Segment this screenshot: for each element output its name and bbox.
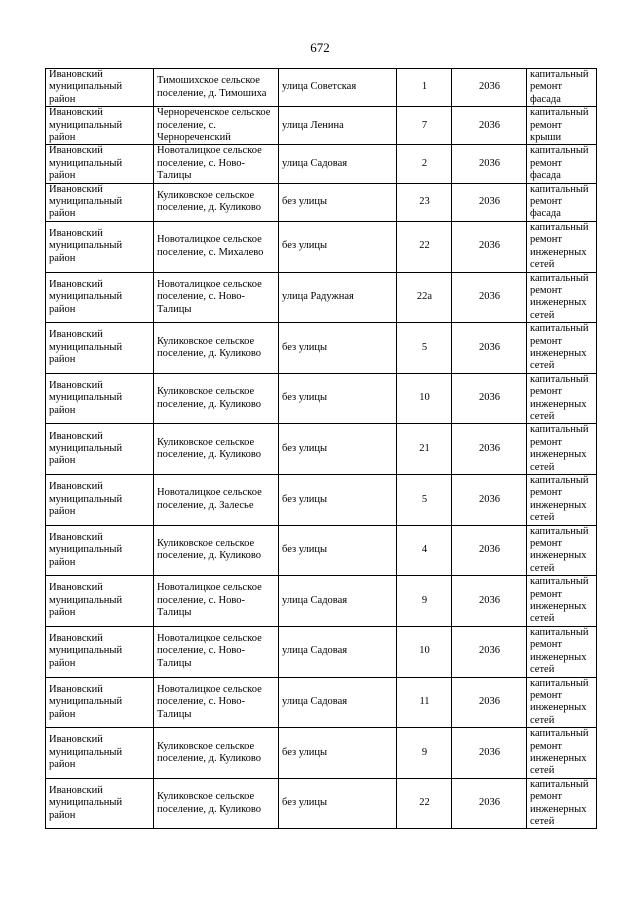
work-type-cell: капитальный ремонт инженерных сетей bbox=[527, 626, 597, 677]
year-cell: 2036 bbox=[452, 145, 527, 183]
table-row bbox=[46, 525, 597, 576]
district-cell: Ивановский муниципальный район bbox=[46, 145, 154, 183]
work-type-cell: капитальный ремонт инженерных сетей bbox=[527, 576, 597, 627]
work-type-cell: капитальный ремонт инженерных сетей bbox=[527, 272, 597, 323]
table-row bbox=[46, 728, 597, 779]
district-cell: Ивановский муниципальный район bbox=[46, 778, 154, 829]
year-cell: 2036 bbox=[452, 677, 527, 728]
settlement-cell: Куликовское сельское поселение, д. Куликово bbox=[154, 323, 279, 374]
settlement-cell: Куликовское сельское поселение, д. Куликово bbox=[154, 525, 279, 576]
work-type-cell: капитальный ремонт инженерных сетей bbox=[527, 323, 597, 374]
district-cell: Ивановский муниципальный район bbox=[46, 525, 154, 576]
district-cell: Ивановский муниципальный район bbox=[46, 626, 154, 677]
year-cell: 2036 bbox=[452, 69, 527, 107]
year-cell: 2036 bbox=[452, 272, 527, 323]
settlement-cell: Новоталицкое сельское поселение, с. Ново-Талицы bbox=[154, 576, 279, 627]
settlement-cell: Чернореченское сельское поселение, с. Чернореченский bbox=[154, 107, 279, 145]
table-row bbox=[46, 183, 597, 221]
settlement-cell: Куликовское сельское поселение, д. Куликово bbox=[154, 778, 279, 829]
street-cell: улица Радужная bbox=[279, 272, 397, 323]
street-cell: без улицы bbox=[279, 778, 397, 829]
year-cell: 2036 bbox=[452, 107, 527, 145]
table-row bbox=[46, 145, 597, 183]
housing-repair-table bbox=[45, 68, 597, 829]
district-cell: Ивановский муниципальный район bbox=[46, 323, 154, 374]
settlement-cell: Куликовское сельское поселение, д. Куликово bbox=[154, 373, 279, 424]
settlement-cell: Новоталицкое сельское поселение, с. Ново-Талицы bbox=[154, 272, 279, 323]
work-type-cell: капитальный ремонт фасада bbox=[527, 69, 597, 107]
street-cell: без улицы bbox=[279, 183, 397, 221]
house-number-cell: 7 bbox=[397, 107, 452, 145]
street-cell: улица Садовая bbox=[279, 677, 397, 728]
work-type-cell: капитальный ремонт инженерных сетей bbox=[527, 525, 597, 576]
district-cell: Ивановский муниципальный район bbox=[46, 475, 154, 526]
settlement-cell: Новоталицкое сельское поселение, с. Ново-Талицы bbox=[154, 145, 279, 183]
settlement-cell: Новоталицкое сельское поселение, д. Залесье bbox=[154, 475, 279, 526]
street-cell: без улицы bbox=[279, 424, 397, 475]
house-number-cell: 10 bbox=[397, 373, 452, 424]
table-row bbox=[46, 373, 597, 424]
table-row bbox=[46, 677, 597, 728]
house-number-cell: 23 bbox=[397, 183, 452, 221]
table-row bbox=[46, 221, 597, 272]
street-cell: улица Ленина bbox=[279, 107, 397, 145]
district-cell: Ивановский муниципальный район bbox=[46, 183, 154, 221]
settlement-cell: Куликовское сельское поселение, д. Куликово bbox=[154, 424, 279, 475]
table-row bbox=[46, 576, 597, 627]
house-number-cell: 22а bbox=[397, 272, 452, 323]
street-cell: без улицы bbox=[279, 475, 397, 526]
house-number-cell: 1 bbox=[397, 69, 452, 107]
street-cell: улица Садовая bbox=[279, 576, 397, 627]
district-cell: Ивановский муниципальный район bbox=[46, 677, 154, 728]
work-type-cell: капитальный ремонт фасада bbox=[527, 145, 597, 183]
street-cell: улица Садовая bbox=[279, 626, 397, 677]
work-type-cell: капитальный ремонт фасада bbox=[527, 183, 597, 221]
work-type-cell: капитальный ремонт инженерных сетей bbox=[527, 778, 597, 829]
work-type-cell: капитальный ремонт крыши bbox=[527, 107, 597, 145]
district-cell: Ивановский муниципальный район bbox=[46, 728, 154, 779]
street-cell: улица Советская bbox=[279, 69, 397, 107]
table-row bbox=[46, 424, 597, 475]
year-cell: 2036 bbox=[452, 221, 527, 272]
street-cell: без улицы bbox=[279, 525, 397, 576]
district-cell: Ивановский муниципальный район bbox=[46, 272, 154, 323]
year-cell: 2036 bbox=[452, 373, 527, 424]
street-cell: без улицы bbox=[279, 728, 397, 779]
street-cell: без улицы bbox=[279, 221, 397, 272]
settlement-cell: Новоталицкое сельское поселение, с. Михалево bbox=[154, 221, 279, 272]
house-number-cell: 2 bbox=[397, 145, 452, 183]
table-row bbox=[46, 626, 597, 677]
year-cell: 2036 bbox=[452, 626, 527, 677]
year-cell: 2036 bbox=[452, 728, 527, 779]
district-cell: Ивановский муниципальный район bbox=[46, 107, 154, 145]
work-type-cell: капитальный ремонт инженерных сетей bbox=[527, 221, 597, 272]
district-cell: Ивановский муниципальный район bbox=[46, 576, 154, 627]
table-row bbox=[46, 272, 597, 323]
house-number-cell: 22 bbox=[397, 778, 452, 829]
house-number-cell: 5 bbox=[397, 475, 452, 526]
work-type-cell: капитальный ремонт инженерных сетей bbox=[527, 728, 597, 779]
work-type-cell: капитальный ремонт инженерных сетей bbox=[527, 677, 597, 728]
house-number-cell: 10 bbox=[397, 626, 452, 677]
year-cell: 2036 bbox=[452, 576, 527, 627]
year-cell: 2036 bbox=[452, 525, 527, 576]
year-cell: 2036 bbox=[452, 424, 527, 475]
year-cell: 2036 bbox=[452, 323, 527, 374]
page-number: 672 bbox=[310, 40, 330, 55]
table-row bbox=[46, 107, 597, 145]
house-number-cell: 5 bbox=[397, 323, 452, 374]
table-row bbox=[46, 323, 597, 374]
house-number-cell: 21 bbox=[397, 424, 452, 475]
district-cell: Ивановский муниципальный район bbox=[46, 69, 154, 107]
house-number-cell: 9 bbox=[397, 728, 452, 779]
settlement-cell: Куликовское сельское поселение, д. Куликово bbox=[154, 183, 279, 221]
settlement-cell: Куликовское сельское поселение, д. Куликово bbox=[154, 728, 279, 779]
district-cell: Ивановский муниципальный район bbox=[46, 424, 154, 475]
district-cell: Ивановский муниципальный район bbox=[46, 373, 154, 424]
year-cell: 2036 bbox=[452, 475, 527, 526]
street-cell: улица Садовая bbox=[279, 145, 397, 183]
settlement-cell: Тимошихское сельское поселение, д. Тимошиха bbox=[154, 69, 279, 107]
year-cell: 2036 bbox=[452, 183, 527, 221]
table-row bbox=[46, 475, 597, 526]
house-number-cell: 22 bbox=[397, 221, 452, 272]
table-row bbox=[46, 778, 597, 829]
settlement-cell: Новоталицкое сельское поселение, с. Ново-Талицы bbox=[154, 677, 279, 728]
table-row bbox=[46, 69, 597, 107]
work-type-cell: капитальный ремонт инженерных сетей bbox=[527, 424, 597, 475]
work-type-cell: капитальный ремонт инженерных сетей bbox=[527, 475, 597, 526]
house-number-cell: 4 bbox=[397, 525, 452, 576]
house-number-cell: 9 bbox=[397, 576, 452, 627]
house-number-cell: 11 bbox=[397, 677, 452, 728]
year-cell: 2036 bbox=[452, 778, 527, 829]
district-cell: Ивановский муниципальный район bbox=[46, 221, 154, 272]
street-cell: без улицы bbox=[279, 373, 397, 424]
street-cell: без улицы bbox=[279, 323, 397, 374]
work-type-cell: капитальный ремонт инженерных сетей bbox=[527, 373, 597, 424]
settlement-cell: Новоталицкое сельское поселение, с. Ново-Талицы bbox=[154, 626, 279, 677]
